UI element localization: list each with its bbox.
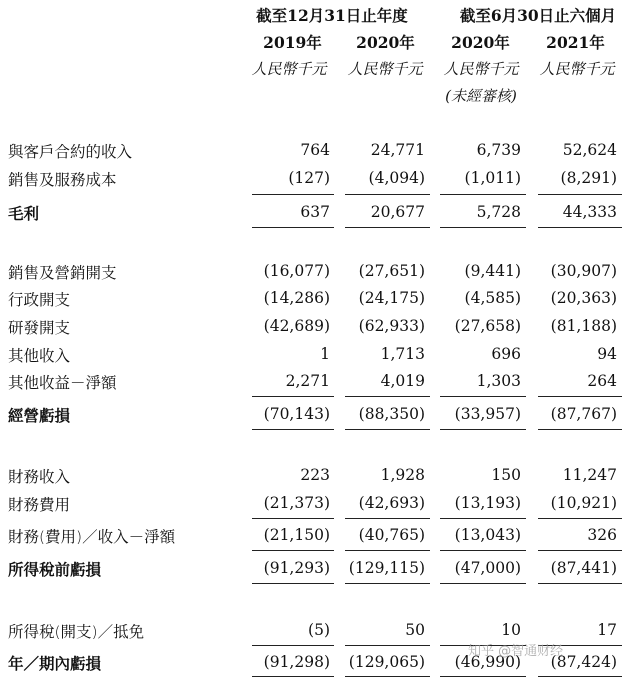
row-label-cost-of-sales: 銷售及服務成本 bbox=[8, 171, 117, 189]
cell-admin-1h2020: (4,585) bbox=[464, 289, 521, 307]
cell-fin-net-2020: (40,765) bbox=[358, 526, 425, 544]
cell-op-loss-2020: (88,350) bbox=[358, 405, 425, 423]
cell-cost-1h2021: (8,291) bbox=[560, 169, 617, 187]
cell-other-income-2019: 1 bbox=[320, 345, 330, 363]
cell-fin-costs-1h2020: (13,193) bbox=[454, 494, 521, 512]
rule-line bbox=[538, 518, 622, 519]
cell-revenue-1h2020: 6,739 bbox=[476, 141, 521, 159]
row-label-finance-costs: 財務費用 bbox=[8, 496, 71, 514]
watermark: 知乎 @智通财经 bbox=[468, 644, 564, 659]
currency-header-3: 人民幣千元 bbox=[443, 60, 519, 78]
cell-net-loss-1h2021: (87,424) bbox=[550, 653, 617, 671]
year-header-4: 2021年 bbox=[546, 33, 605, 52]
cell-pretax-2020: (129,115) bbox=[348, 559, 425, 577]
row-label-net-loss: 年／期內虧損 bbox=[8, 655, 102, 673]
rule-line bbox=[538, 676, 622, 677]
year-header-3: 2020年 bbox=[451, 33, 510, 52]
cell-revenue-2020: 24,771 bbox=[370, 141, 425, 159]
year-header-1: 2019年 bbox=[263, 33, 322, 52]
cell-cost-2019: (127) bbox=[288, 169, 330, 187]
rule-line bbox=[252, 583, 334, 584]
cell-op-loss-1h2021: (87,767) bbox=[550, 405, 617, 423]
row-label-loss-before-tax: 所得稅前虧損 bbox=[8, 561, 102, 579]
cell-rd-1h2020: (27,658) bbox=[454, 317, 521, 335]
cell-fin-costs-2020: (42,693) bbox=[358, 494, 425, 512]
cell-op-loss-1h2020: (33,957) bbox=[454, 405, 521, 423]
cell-fin-net-1h2021: 326 bbox=[587, 526, 617, 544]
rule-line bbox=[440, 396, 526, 397]
cell-fin-costs-2019: (21,373) bbox=[263, 494, 330, 512]
cell-fin-income-1h2021: 11,247 bbox=[562, 466, 617, 484]
cell-selling-1h2020: (9,441) bbox=[464, 262, 521, 280]
rule-line bbox=[538, 396, 622, 397]
rule-line bbox=[440, 227, 526, 228]
cell-pretax-1h2020: (47,000) bbox=[454, 559, 521, 577]
rule-line bbox=[538, 550, 622, 551]
cell-tax-1h2021: 17 bbox=[597, 621, 617, 639]
period-header-half-year: 截至6月30日止六個月 bbox=[459, 6, 617, 25]
rule-line bbox=[440, 583, 526, 584]
cell-tax-2020: 50 bbox=[405, 621, 425, 639]
cell-fin-income-2020: 1,928 bbox=[380, 466, 425, 484]
rule-line bbox=[345, 550, 430, 551]
rule-line bbox=[440, 518, 526, 519]
cell-tax-2019: (5) bbox=[308, 621, 330, 639]
rule-line bbox=[538, 429, 622, 430]
cell-admin-2019: (14,286) bbox=[263, 289, 330, 307]
cell-cost-2020: (4,094) bbox=[368, 169, 425, 187]
currency-header-2: 人民幣千元 bbox=[347, 60, 423, 78]
rule-line bbox=[252, 429, 334, 430]
row-label-income-tax: 所得稅(開支)／抵免 bbox=[8, 623, 145, 641]
row-label-finance-income: 財務收入 bbox=[8, 468, 71, 486]
rule-line bbox=[252, 396, 334, 397]
cell-other-income-1h2020: 696 bbox=[491, 345, 521, 363]
cell-other-income-2020: 1,713 bbox=[380, 345, 425, 363]
currency-header-4: 人民幣千元 bbox=[539, 60, 615, 78]
rule-line bbox=[345, 227, 430, 228]
row-label-selling-expenses: 銷售及營銷開支 bbox=[8, 264, 117, 282]
row-label-finance-net: 財務(費用)／收入－淨額 bbox=[8, 528, 176, 546]
cell-selling-1h2021: (30,907) bbox=[550, 262, 617, 280]
cell-tax-1h2020: 10 bbox=[501, 621, 521, 639]
row-label-gross-profit: 毛利 bbox=[8, 205, 40, 223]
cell-fin-income-1h2020: 150 bbox=[491, 466, 521, 484]
cell-admin-2020: (24,175) bbox=[358, 289, 425, 307]
currency-header-1: 人民幣千元 bbox=[251, 60, 327, 78]
rule-line bbox=[252, 645, 334, 646]
cell-selling-2020: (27,651) bbox=[358, 262, 425, 280]
rule-line bbox=[538, 583, 622, 584]
row-label-other-income: 其他收入 bbox=[8, 347, 71, 365]
cell-gross-2019: 637 bbox=[300, 203, 330, 221]
row-label-admin-expenses: 行政開支 bbox=[8, 291, 71, 309]
row-label-revenue: 與客戶合約的收入 bbox=[8, 143, 133, 161]
rule-line bbox=[345, 645, 430, 646]
year-header-2: 2020年 bbox=[356, 33, 415, 52]
cell-fin-net-2019: (21,150) bbox=[263, 526, 330, 544]
row-label-rd-expenses: 研發開支 bbox=[8, 319, 71, 337]
unaudited-note: (未經審核) bbox=[445, 87, 517, 105]
cell-revenue-2019: 764 bbox=[300, 141, 330, 159]
cell-selling-2019: (16,077) bbox=[263, 262, 330, 280]
cell-gross-1h2020: 5,728 bbox=[476, 203, 521, 221]
cell-other-gains-2019: 2,271 bbox=[285, 372, 330, 390]
cell-other-gains-1h2021: 264 bbox=[587, 372, 617, 390]
rule-line bbox=[252, 194, 334, 195]
cell-rd-2019: (42,689) bbox=[263, 317, 330, 335]
cell-net-loss-1h2020: (46,990) bbox=[454, 653, 521, 671]
cell-op-loss-2019: (70,143) bbox=[263, 405, 330, 423]
rule-line bbox=[345, 429, 430, 430]
cell-cost-1h2020: (1,011) bbox=[464, 169, 521, 187]
rule-line bbox=[345, 676, 430, 677]
rule-line bbox=[345, 194, 430, 195]
cell-fin-net-1h2020: (13,043) bbox=[454, 526, 521, 544]
cell-gross-2020: 20,677 bbox=[370, 203, 425, 221]
cell-pretax-2019: (91,293) bbox=[263, 559, 330, 577]
cell-gross-1h2021: 44,333 bbox=[562, 203, 617, 221]
cell-fin-income-2019: 223 bbox=[300, 466, 330, 484]
rule-line bbox=[252, 550, 334, 551]
cell-admin-1h2021: (20,363) bbox=[550, 289, 617, 307]
cell-other-gains-2020: 4,019 bbox=[380, 372, 425, 390]
cell-other-income-1h2021: 94 bbox=[597, 345, 617, 363]
rule-line bbox=[538, 227, 622, 228]
period-header-annual: 截至12月31日止年度 bbox=[256, 6, 408, 25]
rule-line bbox=[440, 194, 526, 195]
rule-line bbox=[440, 429, 526, 430]
rule-line bbox=[345, 396, 430, 397]
cell-net-loss-2019: (91,298) bbox=[263, 653, 330, 671]
cell-fin-costs-1h2021: (10,921) bbox=[550, 494, 617, 512]
row-label-operating-loss: 經營虧損 bbox=[8, 407, 71, 425]
cell-other-gains-1h2020: 1,303 bbox=[476, 372, 521, 390]
rule-line bbox=[252, 518, 334, 519]
rule-line bbox=[538, 194, 622, 195]
rule-line bbox=[252, 227, 334, 228]
rule-line bbox=[345, 583, 430, 584]
row-label-other-gains: 其他收益－淨額 bbox=[8, 374, 117, 392]
rule-line bbox=[345, 518, 430, 519]
cell-rd-2020: (62,933) bbox=[358, 317, 425, 335]
cell-pretax-1h2021: (87,441) bbox=[550, 559, 617, 577]
cell-revenue-1h2021: 52,624 bbox=[562, 141, 617, 159]
rule-line bbox=[440, 676, 526, 677]
cell-rd-1h2021: (81,188) bbox=[550, 317, 617, 335]
rule-line bbox=[252, 676, 334, 677]
rule-line bbox=[440, 550, 526, 551]
cell-net-loss-2020: (129,065) bbox=[348, 653, 425, 671]
